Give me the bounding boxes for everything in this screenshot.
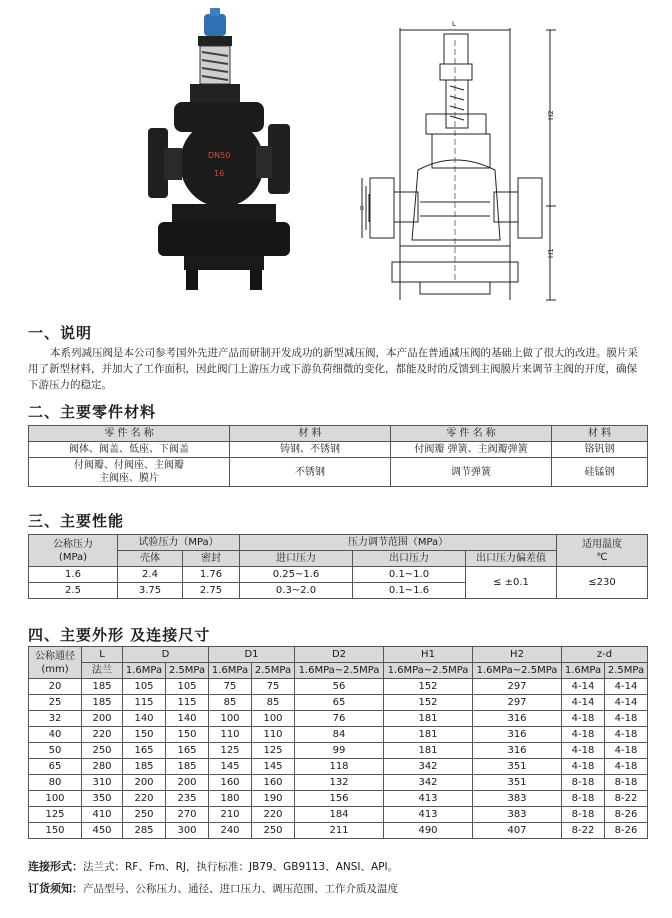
cell: 235	[166, 791, 209, 807]
cell: 145	[252, 759, 295, 775]
cell: 132	[295, 775, 384, 791]
dimensions-body	[29, 679, 648, 839]
product-images	[0, 0, 672, 310]
cell: 8-26	[605, 807, 648, 823]
cell: 100	[29, 791, 82, 807]
cell: 250	[252, 823, 295, 839]
cell: 付阀瓣、付阀座、主阀瓣 主阀座、膜片	[29, 458, 230, 487]
header-cell: 材 料	[230, 426, 391, 442]
table-row	[29, 679, 648, 695]
header-cell: 出口压力偏差值	[466, 551, 557, 567]
cell: 0.1~1.0	[353, 567, 466, 583]
header-cell: H1	[384, 647, 473, 663]
table-row	[29, 807, 648, 823]
cell: 181	[384, 727, 473, 743]
header-cell: 进口压力	[240, 551, 353, 567]
cell: 200	[82, 711, 123, 727]
cell: 211	[295, 823, 384, 839]
cell: 4-14	[605, 679, 648, 695]
cell: 240	[209, 823, 252, 839]
cell: 8-22	[605, 791, 648, 807]
cell: 220	[82, 727, 123, 743]
cell: 8-18	[562, 791, 605, 807]
header-cell: 2.5MPa	[252, 663, 295, 679]
cell: 0.3~2.0	[240, 583, 353, 599]
cell: 115	[123, 695, 166, 711]
header-cell: 公称压力 (MPa)	[29, 535, 118, 567]
cell: 342	[384, 775, 473, 791]
cell: 190	[252, 791, 295, 807]
table-row	[29, 775, 648, 791]
header-cell: 零 件 名 称	[391, 426, 552, 442]
table-row	[29, 711, 648, 727]
cell: 4-18	[605, 711, 648, 727]
cell: 8-22	[562, 823, 605, 839]
table-row	[29, 791, 648, 807]
cell: 40	[29, 727, 82, 743]
cell: 125	[29, 807, 82, 823]
header-cell: 密封	[183, 551, 240, 567]
cell: 150	[123, 727, 166, 743]
cell: 80	[29, 775, 82, 791]
cell: 4-18	[562, 743, 605, 759]
cell: 阀体、阀盖、低座、下阀盖	[29, 442, 230, 458]
order-note	[28, 880, 398, 896]
cell: 8-18	[605, 775, 648, 791]
cell: 84	[295, 727, 384, 743]
valve-photo	[140, 8, 308, 298]
cell: 硅锰钢	[552, 458, 648, 487]
cell: 140	[166, 711, 209, 727]
cell: 20	[29, 679, 82, 695]
dimensions-table	[28, 646, 648, 839]
dim-H2: H2	[547, 110, 555, 120]
section-3-title: 三、主要性能	[28, 512, 125, 530]
cell: 300	[166, 823, 209, 839]
cell: 181	[384, 711, 473, 727]
cell: 铬钒钢	[552, 442, 648, 458]
cell: 100	[252, 711, 295, 727]
cell: 413	[384, 791, 473, 807]
connection-label: 连接形式：	[28, 860, 83, 873]
cell: 285	[123, 823, 166, 839]
cell: 85	[252, 695, 295, 711]
cell: 181	[384, 743, 473, 759]
header-cell: D2	[295, 647, 384, 663]
cell: 450	[82, 823, 123, 839]
cell: 413	[384, 807, 473, 823]
cell: 2.4	[118, 567, 183, 583]
cell: 152	[384, 695, 473, 711]
cell: 185	[123, 759, 166, 775]
header-cell: D	[123, 647, 209, 663]
cell: 8-26	[605, 823, 648, 839]
performance-table	[28, 534, 648, 599]
cell: 75	[252, 679, 295, 695]
cell: 350	[82, 791, 123, 807]
cell: 65	[29, 759, 82, 775]
header-cell: 2.5MPa	[166, 663, 209, 679]
cell: 297	[473, 679, 562, 695]
header-cell: D1	[209, 647, 295, 663]
header-cell: 1.6MPa~2.5MPa	[295, 663, 384, 679]
cell: 185	[82, 679, 123, 695]
cell: 125	[209, 743, 252, 759]
cell: 75	[209, 679, 252, 695]
cell: 490	[384, 823, 473, 839]
connection-note	[28, 858, 398, 874]
cell: 280	[82, 759, 123, 775]
cell: 8-18	[562, 807, 605, 823]
cell: 200	[166, 775, 209, 791]
cell: 410	[82, 807, 123, 823]
header-cell: 法兰	[82, 663, 123, 679]
cell: 342	[384, 759, 473, 775]
cell: 不锈钢	[230, 458, 391, 487]
dim-D: D	[360, 206, 364, 212]
cell: 316	[473, 727, 562, 743]
table-row	[29, 743, 648, 759]
header-cell: z-d	[562, 647, 648, 663]
cell: 76	[295, 711, 384, 727]
cell: 56	[295, 679, 384, 695]
cell: 156	[295, 791, 384, 807]
cell: 4-18	[605, 743, 648, 759]
table-header-row	[29, 647, 648, 663]
cell: 4-18	[605, 759, 648, 775]
table-row	[29, 759, 648, 775]
cell: 2.5	[29, 583, 118, 599]
cell: 184	[295, 807, 384, 823]
cell: 2.75	[183, 583, 240, 599]
header-cell: 壳体	[118, 551, 183, 567]
order-label: 订货须知：	[28, 882, 83, 895]
cell: 165	[166, 743, 209, 759]
table-header-row	[29, 535, 648, 551]
cell: 180	[209, 791, 252, 807]
materials-table	[28, 425, 648, 487]
dim-H1: H1	[547, 248, 555, 258]
cell: 383	[473, 791, 562, 807]
cell: 351	[473, 775, 562, 791]
cell: 铸钢、不锈钢	[230, 442, 391, 458]
cell: 4-14	[562, 695, 605, 711]
cell: 4-18	[562, 711, 605, 727]
cell: 65	[295, 695, 384, 711]
description-paragraph: 本系列减压阀是本公司参考国外先进产品而研制开发成功的新型减压阀，本产品在普通减压阀的基础上做了很大的改进。膜片采用了新型材料，并加大了工作面积，因此阀门上游压力或下游负荷细微的变化，都能及时的反馈到主阀膜片来调节主阀的开度，确保下游压力的稳定。	[28, 347, 638, 391]
cell: 140	[123, 711, 166, 727]
cell: 351	[473, 759, 562, 775]
header-cell: 适用温度 ℃	[557, 535, 648, 567]
cell: 160	[252, 775, 295, 791]
cell: 185	[82, 695, 123, 711]
cell: 150	[166, 727, 209, 743]
header-cell: 1.6MPa~2.5MPa	[384, 663, 473, 679]
cell: 165	[123, 743, 166, 759]
cell: 110	[252, 727, 295, 743]
cell: 310	[82, 775, 123, 791]
cell: 250	[123, 807, 166, 823]
header-cell: L	[82, 647, 123, 663]
cell: 110	[209, 727, 252, 743]
cell: 50	[29, 743, 82, 759]
cell: 4-18	[562, 727, 605, 743]
cell: 8-18	[562, 775, 605, 791]
cell: 25	[29, 695, 82, 711]
cell: 383	[473, 807, 562, 823]
cell: 85	[209, 695, 252, 711]
cell: 316	[473, 743, 562, 759]
table-row	[29, 727, 648, 743]
header-cell: 材 料	[552, 426, 648, 442]
cell: 4-18	[562, 759, 605, 775]
header-cell: 压力调节范围（MPa）	[240, 535, 557, 551]
header-cell: 1.6MPa	[562, 663, 605, 679]
dim-L: L	[452, 20, 456, 28]
order-text: 产品型号、公称压力、通径、进口压力、调压范围、工作介质及温度	[83, 883, 398, 895]
cell: 152	[384, 679, 473, 695]
table-row	[29, 458, 648, 487]
cell: 4-14	[605, 695, 648, 711]
header-cell: 出口压力	[353, 551, 466, 567]
cell: 407	[473, 823, 562, 839]
table-row	[29, 695, 648, 711]
header-cell: 公称通径 (mm)	[29, 647, 82, 679]
header-cell: 试验压力（MPa）	[118, 535, 240, 551]
cell: 160	[209, 775, 252, 791]
table-row	[29, 442, 648, 458]
cell: 200	[123, 775, 166, 791]
cell: 220	[252, 807, 295, 823]
header-cell: H2	[473, 647, 562, 663]
cell: 145	[209, 759, 252, 775]
table-header-row	[29, 551, 648, 567]
plate-text-1: DN50	[208, 151, 231, 160]
cell: 210	[209, 807, 252, 823]
header-cell: 零 件 名 称	[29, 426, 230, 442]
cell: 3.75	[118, 583, 183, 599]
cell: 99	[295, 743, 384, 759]
cell: 105	[166, 679, 209, 695]
section-4-title: 四、主要外形 及连接尺寸	[28, 626, 211, 644]
table-row	[29, 567, 648, 583]
cell: 316	[473, 711, 562, 727]
valve-section-drawing	[360, 10, 572, 306]
cell: 100	[209, 711, 252, 727]
section-1-title: 一、说明	[28, 324, 93, 342]
cell: 4-18	[605, 727, 648, 743]
cell: 150	[29, 823, 82, 839]
cell: 115	[166, 695, 209, 711]
table-row	[29, 823, 648, 839]
cell: 0.25~1.6	[240, 567, 353, 583]
cell: 付阀瓣 弹簧、主阀瓣弹簧	[391, 442, 552, 458]
connection-text: 法兰式：RF、Fm、RJ，执行标准：JB79、GB9113、ANSI、API。	[83, 861, 399, 873]
header-cell: 1.6MPa	[123, 663, 166, 679]
cell: 270	[166, 807, 209, 823]
cell: 125	[252, 743, 295, 759]
section-2-title: 二、主要零件材料	[28, 403, 157, 421]
header-cell: 2.5MPa	[605, 663, 648, 679]
header-cell: 1.6MPa	[209, 663, 252, 679]
cell: 297	[473, 695, 562, 711]
plate-text-2: 16	[214, 169, 225, 178]
table-header-row	[29, 663, 648, 679]
cell: 250	[82, 743, 123, 759]
cell: 185	[166, 759, 209, 775]
cell: 0.1~1.6	[353, 583, 466, 599]
cell: 1.6	[29, 567, 118, 583]
cell: 220	[123, 791, 166, 807]
header-cell: 1.6MPa~2.5MPa	[473, 663, 562, 679]
cell: ≤ ±0.1	[466, 567, 557, 599]
cell: 1.76	[183, 567, 240, 583]
cell: 118	[295, 759, 384, 775]
cell: 32	[29, 711, 82, 727]
cell: 105	[123, 679, 166, 695]
cell: ≤230	[557, 567, 648, 599]
cell: 4-14	[562, 679, 605, 695]
table-header-row	[29, 426, 648, 442]
cell: 调节弹簧	[391, 458, 552, 487]
